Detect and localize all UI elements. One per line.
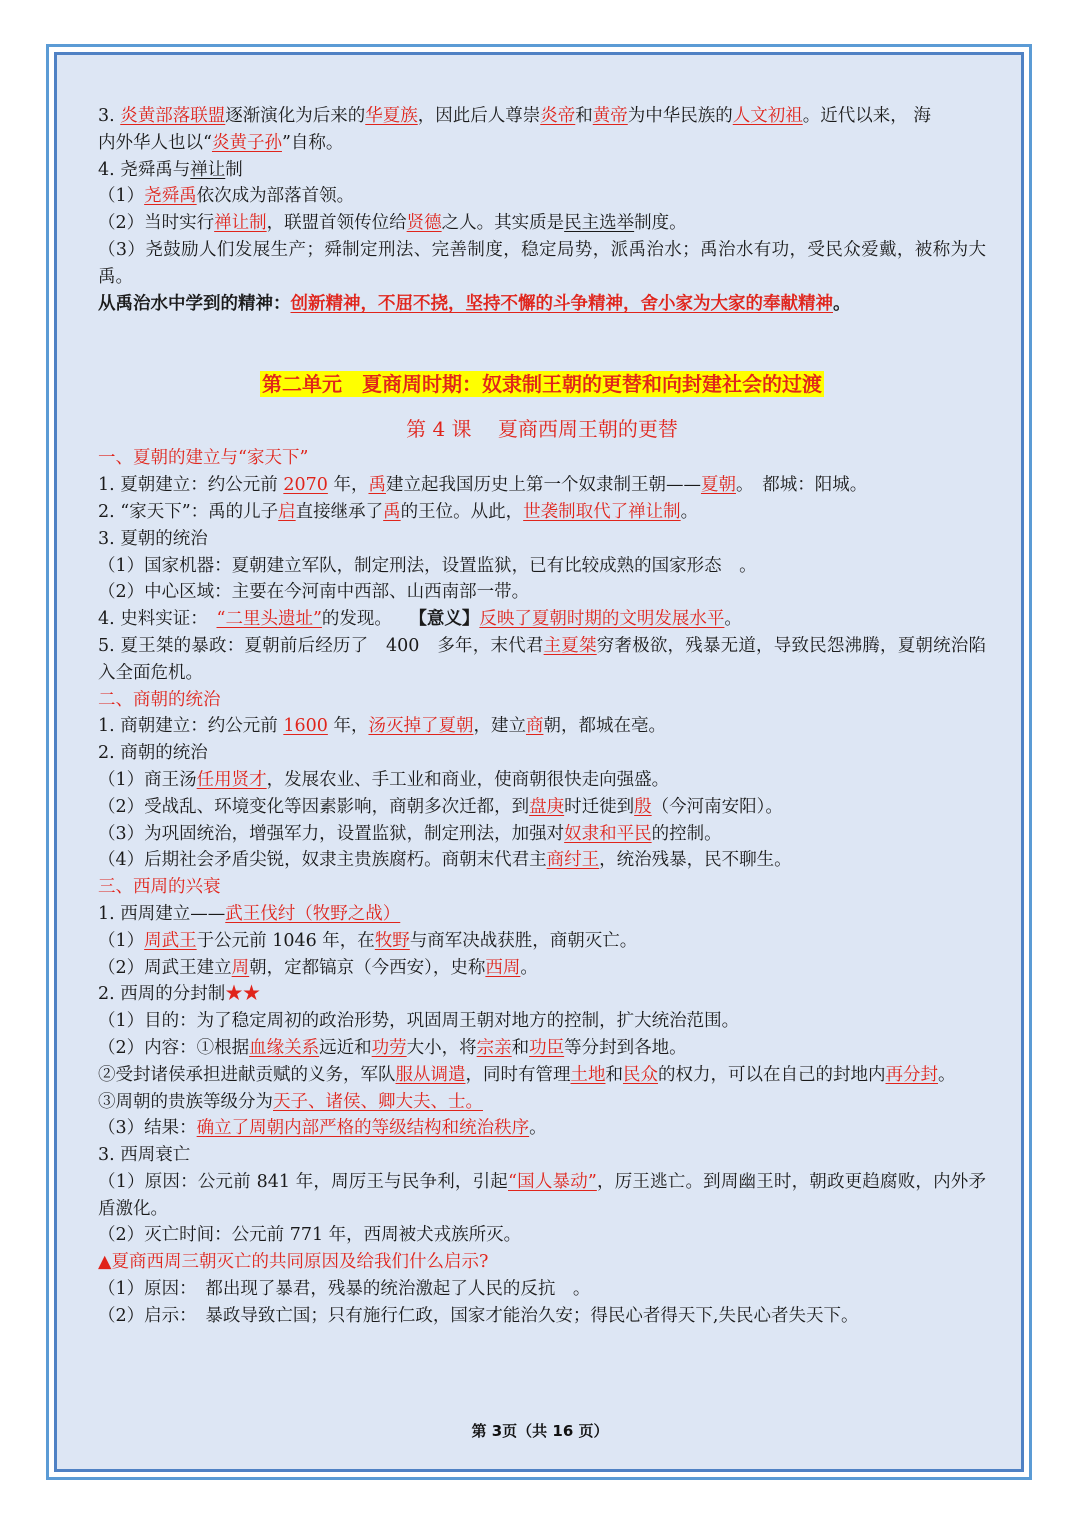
fenfeng-purpose: （1）目的：为了稳定周初的政治形势，巩固周王朝对地方的控制，扩大统治范围。 [98, 1011, 740, 1032]
fenfeng-content-2: ②受封诸侯承担进献贡赋的义务，军队服从调遣，同时有管理土地和民众的权力，可以在自己的封地内再分封。 ③周朝的贵族等级分为天子、诸侯、卿大夫、士。 [98, 1064, 982, 1112]
xizhou-decline-heading: 3. 西周衰亡 [98, 1145, 191, 1166]
xizhou-founding-1: （1）周武王于公元前 1046 年，在牧野与商军决战获胜，商朝灭亡。 [98, 930, 638, 951]
xia-founding: 1. 夏朝建立：约公元前 2070 年，禹建立起我国历史上第一个奴隶制王朝——夏朝。 都城：阳城。 [98, 475, 868, 496]
document-body [98, 103, 986, 1330]
lesson-title: 第 4 课 夏商西周王朝的更替 [406, 417, 678, 442]
xizhou-founding-2: （2）周武王建立周朝，定都镐京（今西安），史称西周。 [98, 957, 538, 978]
item-shanrang-3: （3）尧鼓励人们发展生产；舜制定刑法、完善制度，稳定局势，派禹治水；禹治水有功，受民众爱戴，被称为大禹。 [98, 239, 986, 287]
shang-rule-heading: 2. 商朝的统治 [98, 743, 208, 764]
xia-rule-1: （1）国家机器：夏朝建立军队，制定刑法，设置监狱，已有比较成熟的国家形态 。 [98, 555, 757, 576]
item-shanrang-1: （1）尧舜禹依次成为部落首领。 [98, 186, 355, 207]
common-reason-question: ▲夏商西周三朝灭亡的共同原因及给我们什么启示? [98, 1252, 489, 1273]
section-title-shang: 二、商朝的统治 [98, 689, 221, 710]
xizhou-decline-2: （2）灭亡时间：公元前 771 年，西周被犬戎族所灭。 [98, 1225, 522, 1246]
page-number: 第 3页（共 16 页） [471, 1422, 609, 1440]
xizhou-founding: 1. 西周建立——武王伐纣（牧野之战） [98, 903, 401, 924]
shang-rule-1: （1）商王汤任用贤才，发展农业、手工业和商业，使商朝很快走向强盛。 [98, 769, 670, 790]
shang-rule-2: （2）受战乱、环境变化等因素影响，商朝多次迁都，到盘庚时迁徙到殷（今河南安阳）。 [98, 796, 783, 817]
shang-rule-4: （4）后期社会矛盾尖锐，奴隶主贵族腐朽。商朝末代君主商纣王，统治残暴，民不聊生。 [98, 850, 792, 871]
section-title-xia: 一、夏朝的建立与“家天下” [98, 448, 309, 469]
xia-evidence: 4. 史料实证： “二里头遗址”的发现。 【意义】反映了夏朝时期的文明发展水平。 [98, 609, 742, 630]
xia-jie: 5. 夏王桀的暴政：夏朝前后经历了 400 多年，末代君主夏桀穷奢极欲，残暴无道，导致民怨沸腾，夏朝统治陷入全面危机。 [98, 635, 987, 683]
xia-rule-heading: 3. 夏朝的统治 [98, 528, 208, 549]
section-title-xizhou: 三、西周的兴衰 [98, 877, 221, 898]
item-shanrang-2: （2）当时实行禅让制，联盟首领传位给贤德之人。其实质是民主选举制度。 [98, 213, 687, 234]
common-reason-2: （2）启示： 暴政导致亡国；只有施行仁政，国家才能治久安；得民心者得天下,失民心者失天下。 [98, 1305, 859, 1326]
unit-title: 第二单元 夏商周时期：奴隶制王朝的更替和向封建社会的过渡 [262, 372, 822, 397]
common-reason-1: （1）原因： 都出现了暴君，残暴的统治激起了人民的反抗 。 [98, 1279, 591, 1300]
xizhou-decline-1: （1）原因：公元前 841 年，周厉王与民争利，引起“国人暴动”，厉王逃亡。到周幽王时，朝政更趋腐败，内外矛盾激化。 [98, 1171, 986, 1219]
spirit-line: 从禹治水中学到的精神：创新精神，不屈不挠，坚持不懈的斗争精神，舍小家为大家的奉献精神。 [98, 293, 851, 314]
paragraph-yanhuang: 3. 炎黄部落联盟逐渐演化为后来的华夏族，因此后人尊崇炎帝和黄帝为中华民族的人文初祖。近代以来， 海 内外华人也以“炎黄子孙”自称。 [98, 106, 931, 153]
heading-shanrang: 4. 尧舜禹与禅让制 [98, 159, 243, 180]
xia-rule-2: （2）中心区域：主要在今河南中西部、山西南部一带。 [98, 582, 530, 603]
shang-rule-3: （3）为巩固统治，增强军力，设置监狱，制定刑法，加强对奴隶和平民的控制。 [98, 823, 722, 844]
fenfeng-content-1: （2）内容：①根据血缘关系远近和功劳大小，将宗亲和功臣等分封到各地。 [98, 1037, 687, 1058]
xia-jiatianxia: 2. “家天下”：禹的儿子启直接继承了禹的王位。从此，世袭制取代了禅让制。 [98, 501, 699, 522]
fenfeng-result: （3）结果：确立了周朝内部严格的等级结构和统治秩序。 [98, 1118, 547, 1139]
fenfeng-heading: 2. 西周的分封制★★ [98, 984, 261, 1005]
star-icon: ★★ [225, 984, 261, 1005]
shang-founding: 1. 商朝建立：约公元前 1600 年，汤灭掉了夏朝，建立商朝，都城在亳。 [98, 716, 666, 737]
